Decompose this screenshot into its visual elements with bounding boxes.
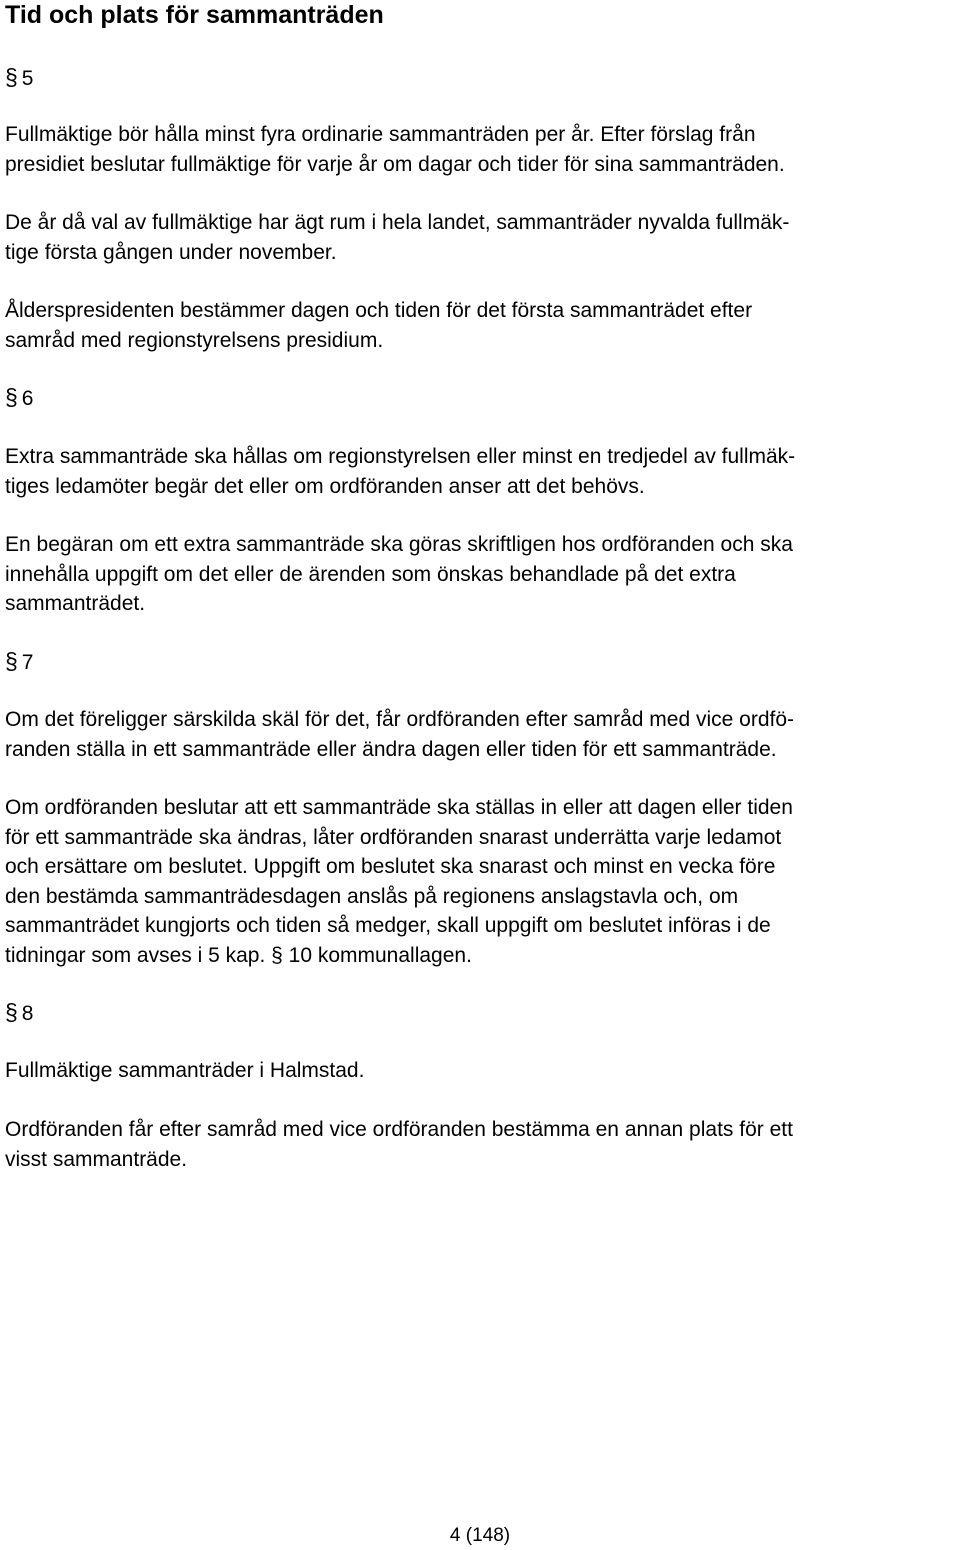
text-line: Om ordföranden beslutar att ett sammanträde ska ställas in eller att dagen eller tiden: [5, 796, 793, 819]
paragraph: [5, 208, 789, 267]
text-line: Fullmäktige sammanträder i Halmstad.: [5, 1059, 365, 1082]
text-line: visst sammanträde.: [5, 1147, 188, 1171]
section-7-heading: [5, 646, 33, 678]
text-line: Ålderspresidenten bestämmer dagen och tiden för det första sammanträdet efter: [5, 299, 753, 322]
paragraph: [5, 1056, 364, 1086]
paragraph: [5, 120, 785, 179]
section-sign: §: [5, 999, 18, 1025]
paragraph: [5, 530, 793, 619]
section-5-heading: [5, 62, 33, 94]
text-line: tige första gången under november.: [5, 240, 337, 264]
section-8-heading: [5, 997, 33, 1029]
page-number: 4 (148): [449, 1525, 511, 1546]
section-number: 8: [21, 1002, 34, 1025]
text-line: Extra sammanträde ska hållas om regionstyrelsen eller minst en tredjedel av fullmäk-: [5, 445, 796, 468]
paragraph: [5, 793, 793, 970]
text-line: för ett sammanträde ska ändras, låter ordföranden snarast underrätta varje ledamot: [5, 825, 782, 849]
section-6-heading: [5, 382, 33, 414]
paragraph: [5, 442, 795, 501]
text-line: De år då val av fullmäktige har ägt rum i hela landet, sammanträder nyvalda fullmäk-: [5, 211, 790, 234]
section-number: 5: [21, 67, 34, 90]
text-line: den bestämda sammanträdesdagen anslås på regionens anslagstavla och, om: [5, 884, 739, 908]
section-number: 6: [21, 387, 34, 410]
text-line: tidningar som avses i 5 kap. § 10 kommunallagen.: [5, 943, 472, 967]
section-sign: §: [5, 64, 18, 90]
text-line: randen ställa in ett sammanträde eller ändra dagen eller tiden för ett sammanträde.: [5, 737, 777, 761]
text-line: innehålla uppgift om det eller de ärenden som önskas behandlade på det extra: [5, 562, 736, 586]
text-line: sammanträdet kungjorts och tiden så medger, skall uppgift om beslutet införas i de: [5, 914, 771, 937]
text-line: Om det föreligger särskilda skäl för det, får ordföranden efter samråd med vice ordfö-: [5, 708, 795, 731]
page-title: Tid och plats för sammanträden: [5, 1, 384, 29]
section-number: 7: [21, 651, 34, 674]
text-line: och ersättare om beslutet. Uppgift om beslutet ska snarast och minst en vecka före: [5, 855, 776, 878]
text-line: tiges ledamöter begär det eller om ordföranden anser att det behövs.: [5, 474, 645, 498]
section-sign: §: [5, 648, 18, 674]
section-sign: §: [5, 384, 18, 410]
paragraph: [5, 296, 752, 355]
paragraph: [5, 1115, 793, 1174]
text-line: samråd med regionstyrelsens presidium.: [5, 328, 384, 352]
text-line: presidiet beslutar fullmäktige för varje år om dagar och tider för sina sammanträden.: [5, 152, 785, 176]
text-line: Fullmäktige bör hålla minst fyra ordinarie sammanträden per år. Efter förslag från: [5, 123, 756, 146]
paragraph: [5, 705, 794, 764]
text-line: En begäran om ett extra sammanträde ska göras skriftligen hos ordföranden och ska: [5, 533, 793, 556]
text-line: sammanträdet.: [5, 592, 146, 615]
text-line: Ordföranden får efter samråd med vice ordföranden bestämma en annan plats för ett: [5, 1118, 793, 1141]
